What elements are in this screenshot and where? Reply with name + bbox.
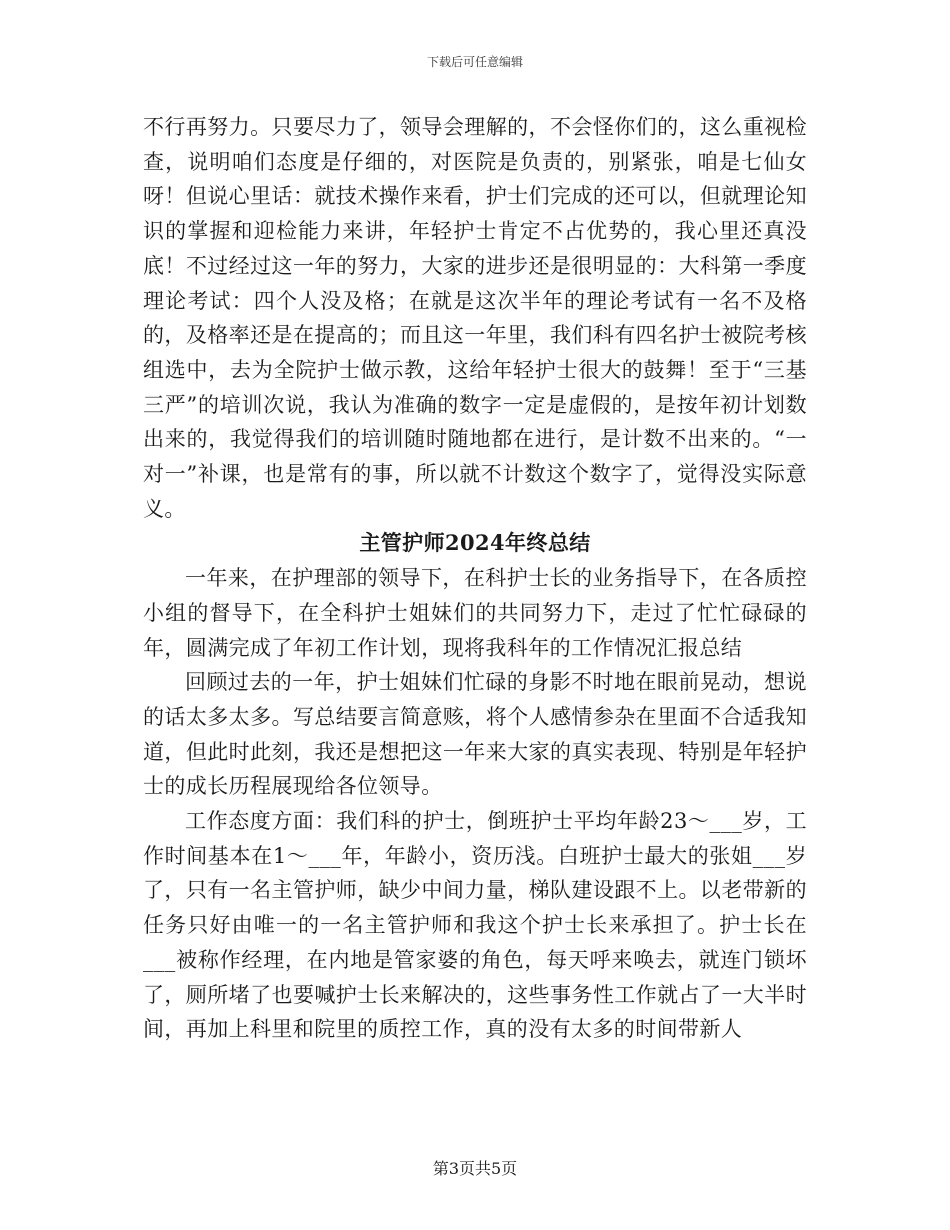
paragraph-continuation: 不行再努力。只要尽力了，领导会理解的，不会怪你们的，这么重视检查，说明咱们态度是仔细的，对医院是负责的，别紧张，咱是七仙女呀！但说心里话：就技术操作来看，护士们完成的还可以，但就理论知识的掌握和迎检能力来讲，年轻护士肯定不占优势的，我心里还真没底！不过经过这一年的努力，大家的进步还是很明显的：大科第一季度理论考试：四个人没及格；在就是这次半年的理论考试有一名不及格的，及格率还是在提高的；而且这一年里，我们科有四名护士被院考核组选中，去为全院护士做示教，这给年轻护士很大的鼓舞！至于“三基三严”的培训次说，我认为准确的数字一定是虚假的，是按年初计划数出来的，我觉得我们的培训随时随地都在进行，是计数不出来的。“一对一”补课，也是常有的事，所以就不计数这个数字了，觉得没实际意义。 (143, 115, 807, 521)
page-number: 第3页共5页 (432, 1159, 518, 1178)
section-title: 主管护师2024年终总结 (359, 530, 591, 556)
paragraph-intro: 一年来，在护理部的领导下，在科护士长的业务指导下，在各质控小组的督导下，在全科护士姐妹们的共同努力下，走过了忙忙碌碌的年，圆满完成了年初工作计划，现将我科年的工作情况汇报总结 (143, 566, 807, 660)
page-header: 下载后可任意编辑 (426, 55, 523, 69)
paragraph-work-attitude: 工作态度方面：我们科的护士，倒班护士平均年龄23～___岁，工作时间基本在1～___年，年龄小，资历浅。白班护士最大的张姐___岁了，只有一名主管护师，缺少中间力量，梯队建设跟不上。以老带新的任务只好由唯一的一名主管护师和我这个护士长来承担了。护士长在___被称作经理，在内地是管家婆的角色，每天呼来唤去，就连门锁坏了，厕所堵了也要喊护士长来解决的，这些事务性工作就占了一大半时间，再加上科里和院里的质控工作，真的没有太多的时间带新人 (143, 809, 807, 1042)
paragraph-review: 回顾过去的一年，护士姐妹们忙碌的身影不时地在眼前晃动，想说的话太多太多。写总结要言简意赅，将个人感情参杂在里面不合适我知道，但此时此刻，我还是想把这一年来大家的真实表现、特别是年轻护士的成长历程展现给各位领导。 (143, 670, 807, 799)
document-body (143, 110, 807, 1047)
